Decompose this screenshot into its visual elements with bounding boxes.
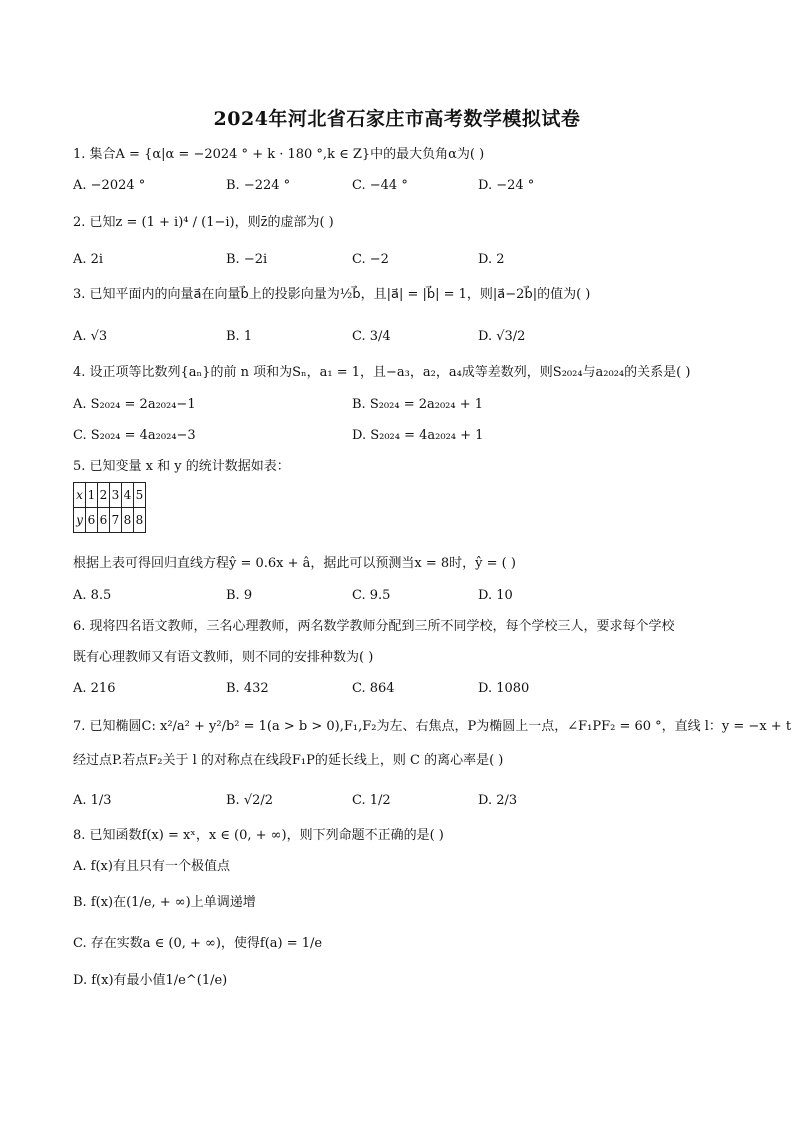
- question-1-option-d: D. −24 °: [478, 178, 535, 193]
- table-header-y: y: [74, 508, 86, 533]
- table-row-y: [74, 508, 146, 533]
- question-7-stem: 7. 已知椭圆C: x²/a² + y²/b² = 1(a > b > 0),F₁,F₂为左、右焦点，P为椭圆上一点，∠F₁PF₂ = 60 °，直线 l：y = −x + t: [73, 719, 792, 734]
- question-1-option-c: C. −44 °: [352, 178, 408, 193]
- question-8-option-c: C. 存在实数a ∈ (0, + ∞)，使得f(a) = 1/e: [73, 936, 323, 951]
- question-7-option-a: A. 1/3: [73, 793, 112, 808]
- question-2-option-d: D. 2: [478, 252, 505, 267]
- question-5-stem: 5. 已知变量 x 和 y 的统计数据如表：: [73, 459, 290, 474]
- question-5-stem-continued: 根据上表可得回归直线方程ŷ = 0.6x + â，据此可以预测当x = 8时，ŷ = ( ): [73, 556, 516, 571]
- table-cell: 6: [86, 508, 98, 533]
- question-8-option-d: D. f(x)有最小值1/e^(1/e): [73, 973, 228, 988]
- table-cell: 3: [110, 483, 122, 508]
- table-cell: 4: [122, 483, 134, 508]
- question-1-option-a: A. −2024 °: [73, 178, 146, 193]
- question-7-option-c: C. 1/2: [352, 793, 391, 808]
- table-cell: 2: [98, 483, 110, 508]
- question-6-option-b: B. 432: [226, 681, 269, 696]
- question-3-option-a: A. √3: [73, 329, 108, 344]
- table-row-x: [74, 483, 146, 508]
- question-4-option-a: A. S₂₀₂₄ = 2a₂₀₂₄−1: [73, 397, 196, 412]
- question-5-option-a: A. 8.5: [73, 588, 112, 603]
- question-3-stem: 3. 已知平面内的向量a⃗在向量b⃗上的投影向量为½b⃗，且|a⃗| = |b⃗| = 1，则|a⃗−2b⃗|的值为( ): [73, 287, 591, 302]
- statistics-table: [73, 482, 146, 533]
- question-6-option-d: D. 1080: [478, 681, 530, 696]
- question-6-option-c: C. 864: [352, 681, 395, 696]
- question-3-option-d: D. √3/2: [478, 329, 526, 344]
- question-1-option-b: B. −224 °: [226, 178, 291, 193]
- question-7-option-b: B. √2/2: [226, 793, 274, 808]
- table-cell: 8: [134, 508, 146, 533]
- question-7-option-d: D. 2/3: [478, 793, 518, 808]
- question-4-option-c: C. S₂₀₂₄ = 4a₂₀₂₄−3: [73, 428, 196, 443]
- table-header-x: x: [74, 483, 86, 508]
- question-2-option-c: C. −2: [352, 252, 389, 267]
- question-5-option-c: C. 9.5: [352, 588, 391, 603]
- question-8-option-b: B. f(x)在(1/e, + ∞)上单调递增: [73, 895, 256, 910]
- question-6-stem: 6. 现将四名语文教师，三名心理教师，两名数学教师分配到三所不同学校，每个学校三人，要求每个学校: [73, 619, 675, 634]
- question-7-stem-continued: 经过点P.若点F₂关于 l 的对称点在线段F₁P的延长线上，则 C 的离心率是( ): [73, 753, 504, 768]
- table-cell: 1: [86, 483, 98, 508]
- question-6-option-a: A. 216: [73, 681, 116, 696]
- question-5-option-d: D. 10: [478, 588, 513, 603]
- question-4-stem: 4. 设正项等比数列{aₙ}的前 n 项和为Sₙ，a₁ = 1，且−a₃，a₂，a₄成等差数列，则S₂₀₂₄与a₂₀₂₄的关系是( ): [73, 365, 691, 380]
- question-1-stem: 1. 集合A = {α|α = −2024 ° + k · 180 °,k ∈ Z}中的最大负角α为( ): [73, 147, 485, 162]
- question-3-option-c: C. 3/4: [352, 329, 391, 344]
- question-2-option-a: A. 2i: [73, 252, 104, 267]
- table-cell: 6: [98, 508, 110, 533]
- question-2-stem: 2. 已知z = (1 + i)⁴ / (1−i)，则z̄的虚部为( ): [73, 215, 334, 230]
- question-6-stem-continued: 既有心理教师又有语文教师，则不同的安排种数为( ): [73, 650, 374, 665]
- question-8-option-a: A. f(x)有且只有一个极值点: [73, 859, 230, 874]
- table-cell: 8: [122, 508, 134, 533]
- question-8-stem: 8. 已知函数f(x) = xˣ，x ∈ (0, + ∞)，则下列命题不正确的是( ): [73, 828, 444, 843]
- question-5-option-b: B. 9: [226, 588, 253, 603]
- question-4-option-d: D. S₂₀₂₄ = 4a₂₀₂₄ + 1: [352, 428, 484, 443]
- table-cell: 5: [134, 483, 146, 508]
- table-cell: 7: [110, 508, 122, 533]
- question-4-option-b: B. S₂₀₂₄ = 2a₂₀₂₄ + 1: [352, 397, 484, 412]
- question-3-option-b: B. 1: [226, 329, 253, 344]
- page-title: 2024年河北省石家庄市高考数学模拟试卷: [213, 108, 581, 130]
- question-2-option-b: B. −2i: [226, 252, 268, 267]
